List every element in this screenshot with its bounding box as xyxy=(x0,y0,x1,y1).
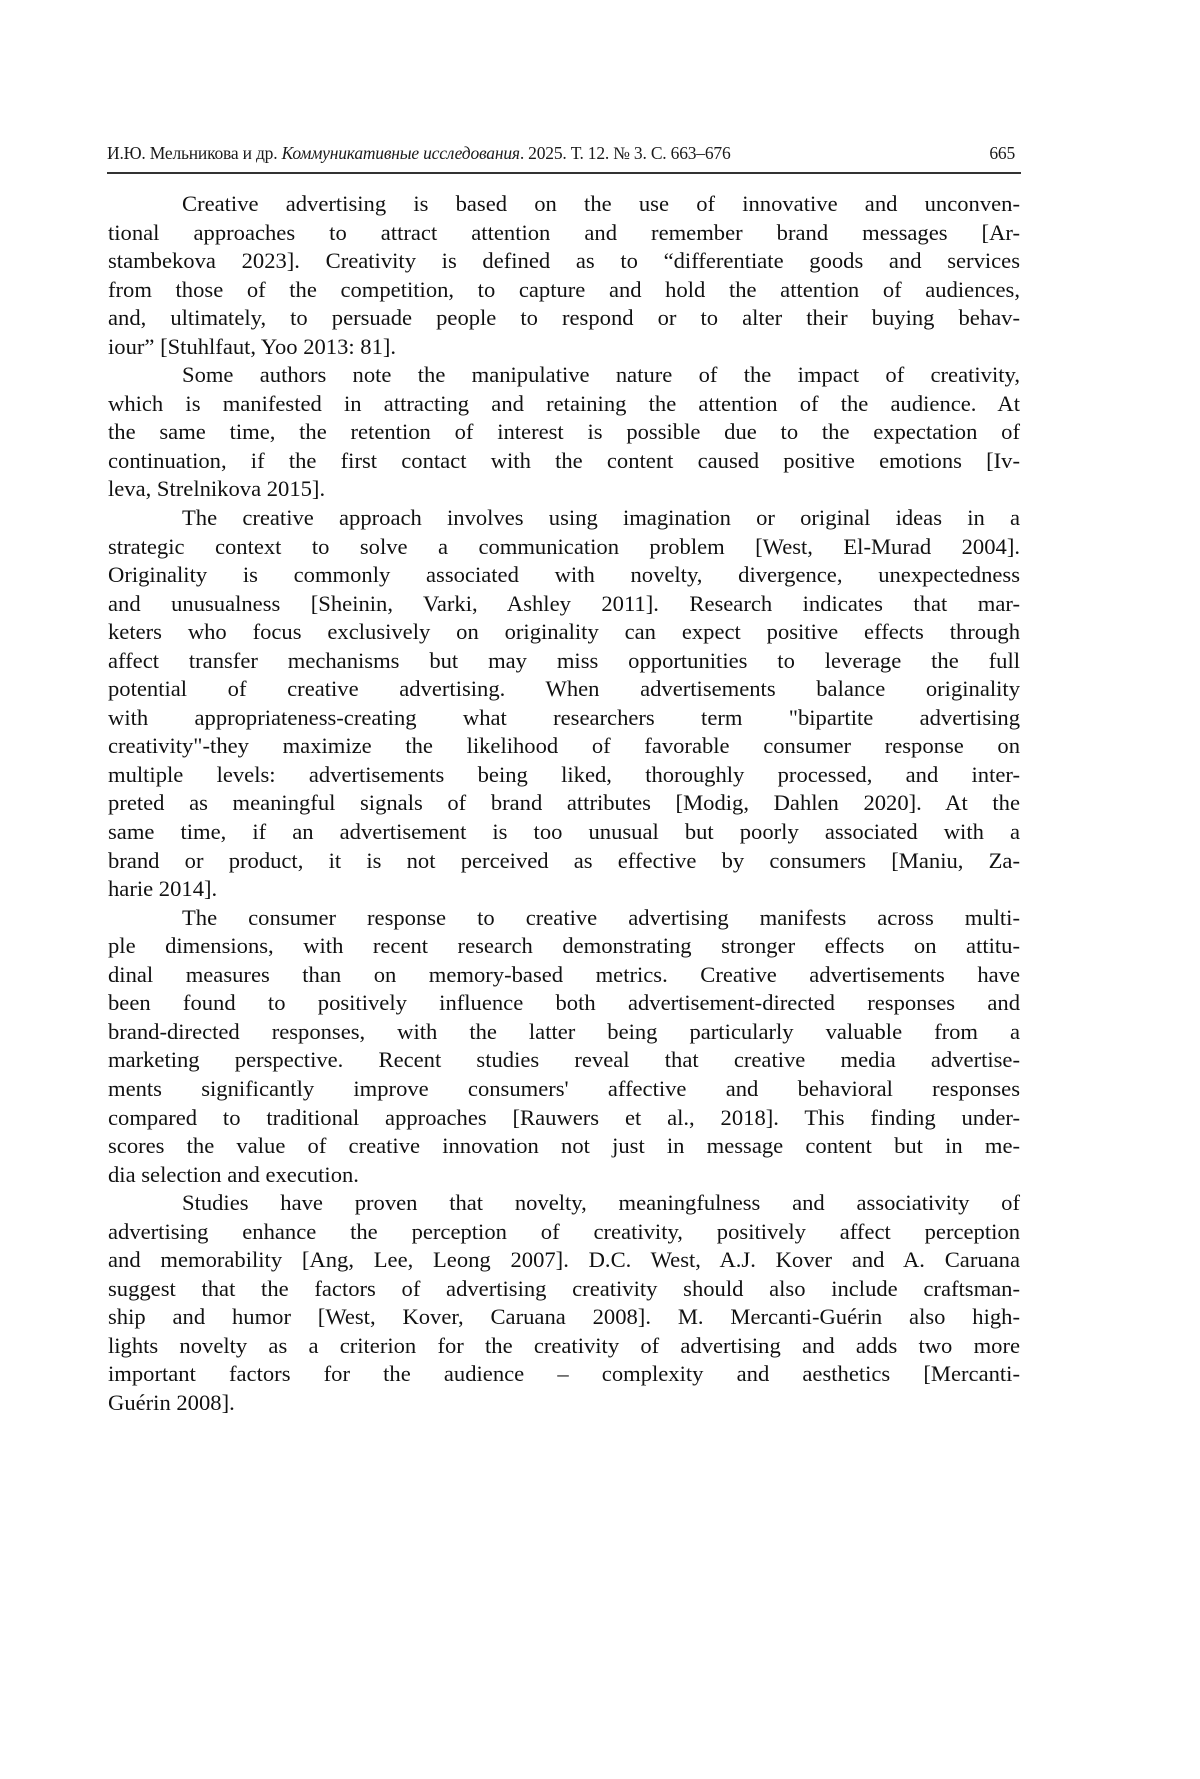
paragraph xyxy=(108,904,1020,1189)
text-line: potential of creative advertising. When advertisements balance originality xyxy=(108,676,1020,702)
text-line: leva, Strelnikova 2015]. xyxy=(108,476,326,502)
text-line: multiple levels: advertisements being liked, thoroughly processed, and inter- xyxy=(108,761,1020,787)
text-line: keters who focus exclusively on originality can expect positive effects through xyxy=(108,619,1020,645)
text-line: ple dimensions, with recent research demonstrating stronger effects on attitu- xyxy=(108,933,1020,959)
text-line: compared to traditional approaches [Rauwers et al., 2018]. This finding under- xyxy=(108,1104,1020,1130)
text-line: and unusualness [Sheinin, Varki, Ashley 2011]. Research indicates that mar- xyxy=(108,590,1020,616)
text-line: Guérin 2008]. xyxy=(108,1389,235,1415)
paragraph xyxy=(108,361,1020,504)
text-line: Creative advertising is based on the use of innovative and unconven- xyxy=(182,191,1020,216)
paragraph xyxy=(108,190,1020,361)
text-line: The consumer response to creative advertising manifests across multi- xyxy=(182,904,1020,930)
text-line: been found to positively influence both advertisement-directed responses and xyxy=(108,990,1020,1016)
body-text xyxy=(108,190,1020,1418)
page-number: 665 xyxy=(989,143,1015,163)
paragraph xyxy=(108,504,1020,904)
text-line: affect transfer mechanisms but may miss opportunities to leverage the full xyxy=(108,647,1020,673)
text-line: brand-directed responses, with the latter being particularly valuable from a xyxy=(108,1018,1020,1044)
text-line: Some authors note the manipulative nature of the impact of creativity, xyxy=(182,362,1020,388)
paragraph xyxy=(108,1189,1020,1417)
text-line: lights novelty as a criterion for the creativity of advertising and adds two more xyxy=(108,1332,1020,1358)
text-line: dia selection and execution. xyxy=(108,1161,359,1187)
text-line: harie 2014]. xyxy=(108,876,218,902)
text-line: The creative approach involves using imagination or original ideas in a xyxy=(182,505,1020,531)
text-line: suggest that the factors of advertising creativity should also include craftsman- xyxy=(108,1275,1020,1301)
text-line: marketing perspective. Recent studies reveal that creative media advertise- xyxy=(108,1047,1020,1073)
text-line: ments significantly improve consumers' affective and behavioral responses xyxy=(108,1075,1020,1101)
text-line: and memorability [Ang, Lee, Leong 2007]. D.C. West, A.J. Kover and A. Caruana xyxy=(108,1247,1020,1273)
text-line: advertising enhance the perception of creativity, positively affect perception xyxy=(108,1218,1020,1244)
text-line: ship and humor [West, Kover, Caruana 2008]. M. Mercanti-Guérin also high- xyxy=(108,1304,1020,1330)
text-line: dinal measures than on memory-based metrics. Creative advertisements have xyxy=(108,961,1020,987)
text-line: Studies have proven that novelty, meaningfulness and associativity of xyxy=(182,1190,1020,1216)
header-citation: . 2025. Т. 12. № 3. С. 663–676 xyxy=(519,143,731,163)
text-line: creativity"-they maximize the likelihood of favorable consumer response on xyxy=(108,733,1020,759)
text-line: strategic context to solve a communication problem [West, El-Murad 2004]. xyxy=(108,533,1020,559)
text-line: important factors for the audience – complexity and aesthetics [Mercanti- xyxy=(108,1361,1020,1387)
text-line: with appropriateness-creating what researchers term "bipartite advertising xyxy=(108,704,1020,730)
text-line: iour” [Stuhlfaut, Yoo 2013: 81]. xyxy=(108,333,397,359)
text-line: scores the value of creative innovation not just in message content but in me- xyxy=(108,1133,1020,1159)
text-line: same time, if an advertisement is too unusual but poorly associated with a xyxy=(108,819,1020,845)
text-line: Originality is commonly associated with novelty, divergence, unexpectedness xyxy=(108,562,1020,588)
text-line: which is manifested in attracting and retaining the attention of the audience. At xyxy=(108,390,1020,416)
text-line: stambekova 2023]. Creativity is defined as to “differentiate goods and services xyxy=(108,248,1020,274)
text-line: brand or product, it is not perceived as effective by consumers [Maniu, Za- xyxy=(108,847,1020,873)
text-line: continuation, if the first contact with the content caused positive emotions [Iv- xyxy=(108,447,1020,473)
text-line: the same time, the retention of interest is possible due to the expectation of xyxy=(108,419,1020,445)
running-header xyxy=(107,143,1021,169)
header-journal-title: Коммуникативные исследования xyxy=(281,143,520,163)
text-line: and, ultimately, to persuade people to respond or to alter their buying behav- xyxy=(108,305,1020,331)
text-line: preted as meaningful signals of brand attributes [Modig, Dahlen 2020]. At the xyxy=(108,790,1020,816)
header-rule xyxy=(107,172,1021,174)
text-line: tional approaches to attract attention and remember brand messages [Ar- xyxy=(108,219,1020,245)
text-line: from those of the competition, to capture and hold the attention of audiences, xyxy=(108,276,1020,302)
header-authors: И.Ю. Мельникова и др. xyxy=(107,143,278,163)
